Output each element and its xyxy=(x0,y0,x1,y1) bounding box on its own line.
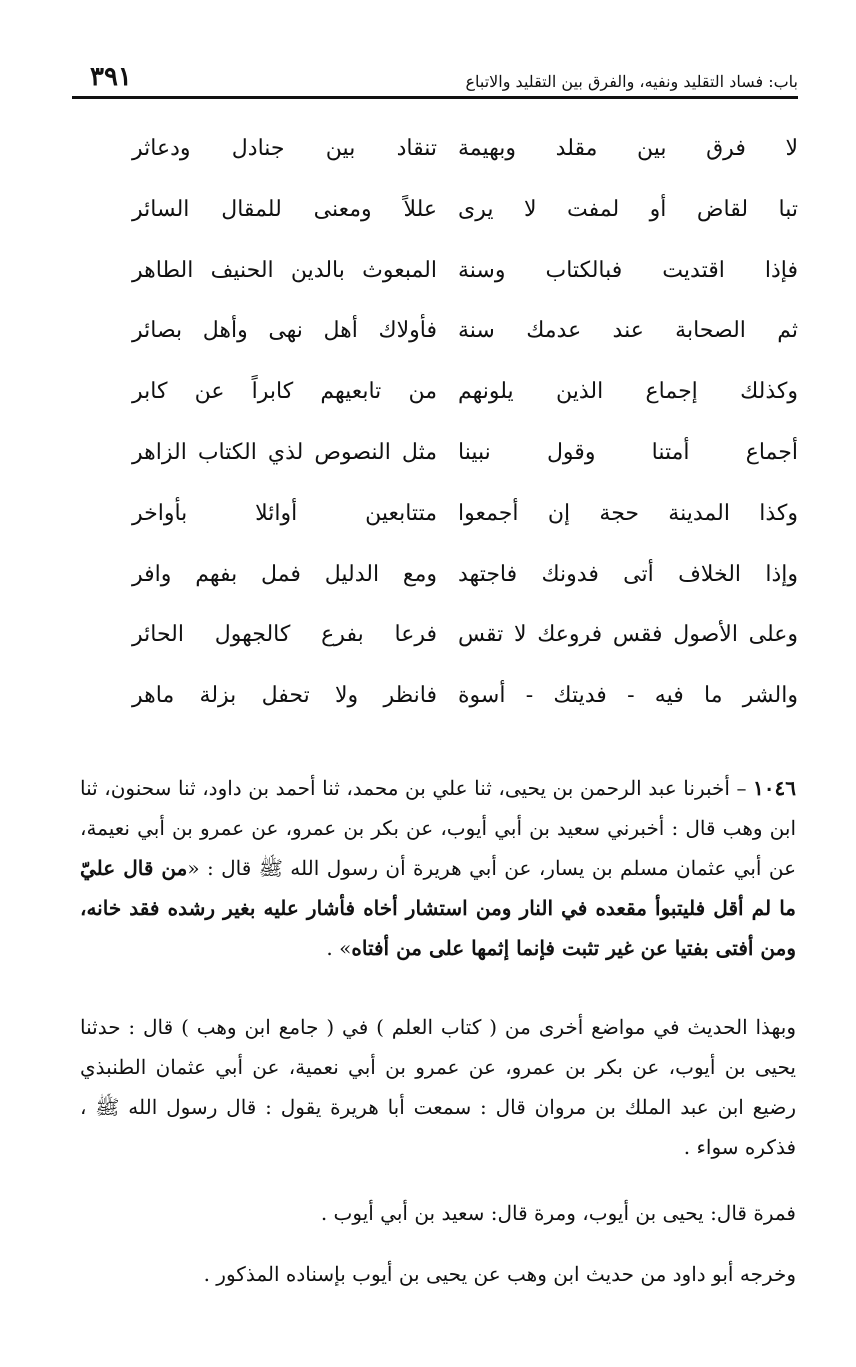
verse-first-hemistich: وإذا الخلاف أتى فدونك فاجتهد xyxy=(458,561,798,587)
verse-second-hemistich: تنقاد بين جنادل ودعاثر xyxy=(132,136,437,161)
chapter-title: باب: فساد التقليد ونفيه، والفرق بين التقليد والاتباع xyxy=(465,72,798,91)
hadith-closing: » . xyxy=(326,936,352,960)
poem xyxy=(72,124,798,732)
verse-second-hemistich: من تابعيهم كابراً عن كابر xyxy=(132,379,437,405)
hadith-matn: من قال عليّ ما لم أقل فليتبوأ مقعده في النار ومن استشار أخاه فأشار عليه بغير رشده فقد خانه، ومن أفتى بفتيا عن غير تثبت فإنما إثمها على من أفتاه xyxy=(80,856,796,960)
poem-verse xyxy=(72,306,798,367)
narrator-note: فمرة قال: يحيى بن أيوب، ومرة قال: سعيد بن أبي أيوب . xyxy=(320,1201,796,1225)
hadith-number: ١٠٤٦ xyxy=(753,776,796,800)
verse-first-hemistich: فإذا اقتديت فبالكتاب وسنة xyxy=(458,257,798,283)
header-divider xyxy=(72,96,798,99)
page-number: ٣٩١ xyxy=(90,62,132,92)
hadith-isnad: – أخبرنا عبد الرحمن بن يحيى، ثنا علي بن محمد، ثنا أحمد بن داود، ثنا سحنون، ثنا ابن وهب قال : أخبرني سعيد بن أبي أيوب، عن بكر بن عمرو، عن عمرو بن أبي نعيمة، عن أبي عثمان مسلم بن يسار، عن أبي هريرة أن رسول الله ﷺ قال : « xyxy=(80,776,797,880)
poem-verse xyxy=(72,185,798,246)
verse-first-hemistich: لا فرق بين مقلد وبهيمة xyxy=(458,136,798,161)
poem-verse xyxy=(72,124,798,185)
poem-verse xyxy=(72,671,798,732)
verse-second-hemistich: مثل النصوص لذي الكتاب الزاهر xyxy=(132,439,437,465)
verse-second-hemistich: فرعا بفرع كالجهول الحائر xyxy=(132,622,437,648)
poem-verse xyxy=(72,610,798,671)
poem-verse xyxy=(72,246,798,307)
verse-first-hemistich: وعلى الأصول فقس فروعك لا تقس xyxy=(458,622,798,648)
verse-first-hemistich: ثم الصحابة عند عدمك سنة xyxy=(458,318,798,344)
poem-verse xyxy=(72,367,798,428)
verse-second-hemistich: ومع الدليل فمل بفهم وافر xyxy=(132,561,437,587)
commentary-paragraph: وبهذا الحديث في مواضع أخرى من ( كتاب العلم ) في ( جامع ابن وهب ) قال : حدثنا يحيى بن أيوب، عن بكر بن عمرو، عن عمرو بن أبي نعمية، عن أبي عثمان الطنبذي رضيع ابن عبد الملك بن مروان قال : سمعت أبا هريرة يقول : قال رسول الله ﷺ ، فذكره سواء . xyxy=(80,1015,796,1159)
hadith-paragraph xyxy=(80,768,850,968)
verse-first-hemistich: أجماع أمتنا وقول نبينا xyxy=(458,439,798,465)
verse-second-hemistich: فأولاك أهل نهى وأهل بصائر xyxy=(132,318,437,344)
verse-first-hemistich: وكذا المدينة حجة إن أجمعوا xyxy=(458,500,798,526)
poem-verse xyxy=(72,428,798,489)
poem-verse xyxy=(72,550,798,611)
verse-first-hemistich: والشر ما فيه - فديتك - أسوة xyxy=(458,683,798,709)
verse-second-hemistich: فانظر ولا تحفل بزلة ماهر xyxy=(132,683,437,709)
verse-first-hemistich: تبا لقاض أو لمفت لا يرى xyxy=(458,196,798,222)
page-header xyxy=(72,58,798,98)
verse-first-hemistich: وكذلك إجماع الذين يلونهم xyxy=(458,379,798,405)
verse-second-hemistich: المبعوث بالدين الحنيف الطاهر xyxy=(132,257,437,283)
verse-second-hemistich: عللاً ومعنى للمقال السائر xyxy=(132,196,437,222)
verse-second-hemistich: متتابعين أوائلا بأواخر xyxy=(132,500,437,526)
poem-verse xyxy=(72,489,798,550)
takhrij-note: وخرجه أبو داود من حديث ابن وهب عن يحيى بن أيوب بإسناده المذكور . xyxy=(203,1262,796,1286)
